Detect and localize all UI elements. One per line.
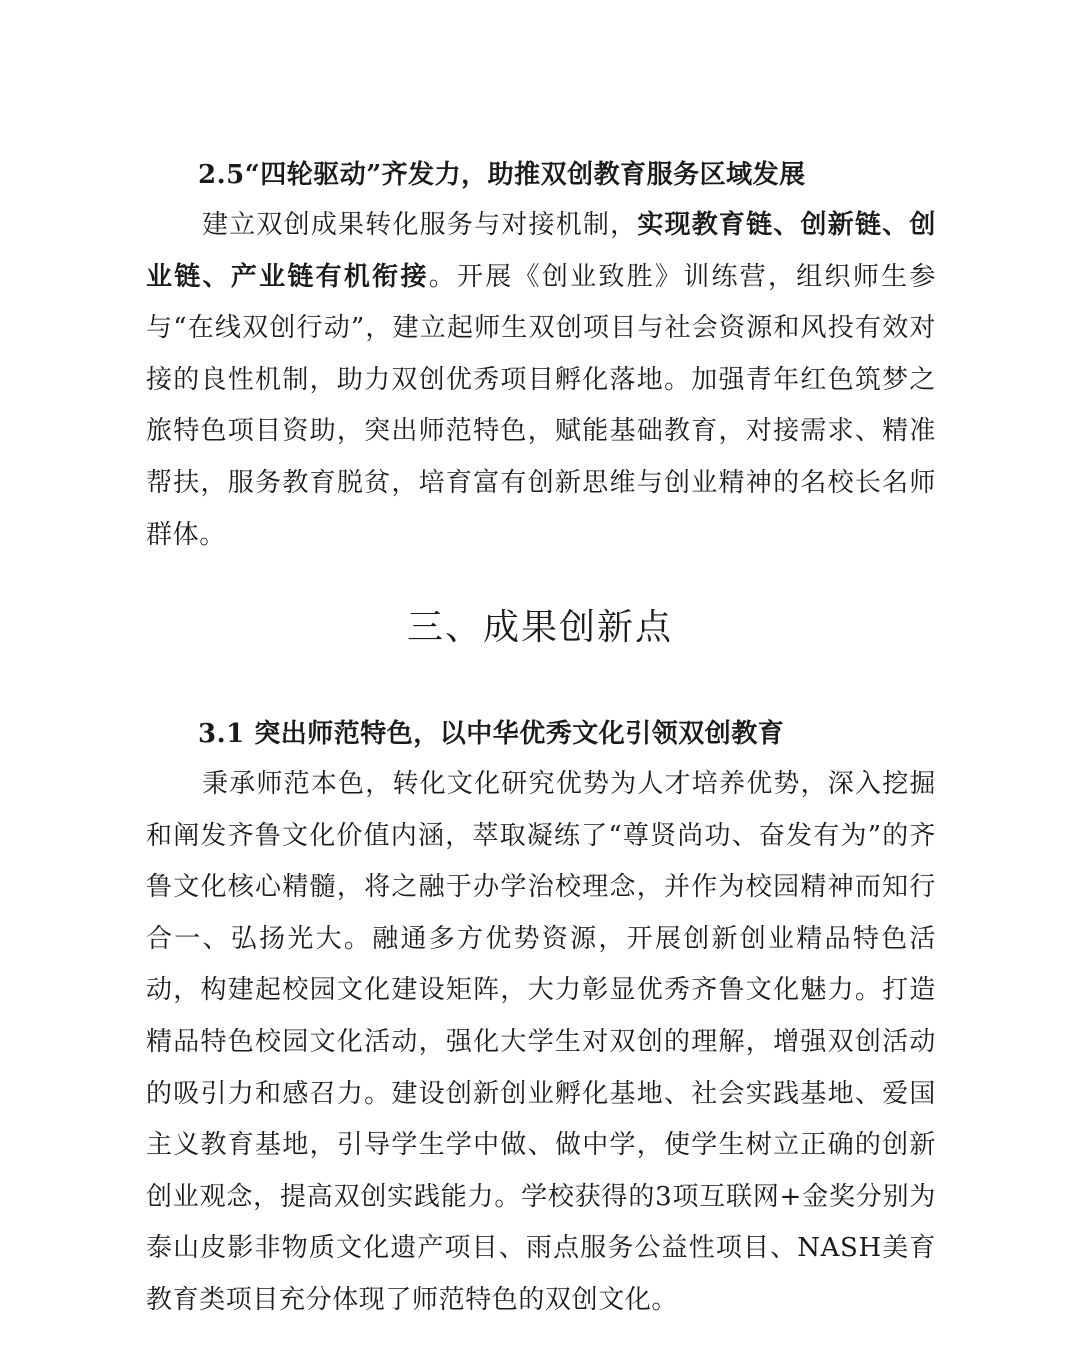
- section-2-5-heading: 2.5“四轮驱动”齐发力，助推双创教育服务区域发展: [198, 160, 806, 190]
- section-2-5-lead-text: 建立双创成果转化服务与对接机制，: [202, 210, 638, 240]
- section-2-5-bold-text: 实现教育链、创新链、创业链、产业链有机衔接: [146, 210, 936, 292]
- section-2-5-paragraph: [146, 200, 936, 561]
- section-3-heading: 三、成果创新点: [406, 607, 673, 648]
- section-3-1-heading: 3.1 突出师范特色，以中华优秀文化引领双创教育: [198, 719, 785, 749]
- section-2-5-rest-text: 。开展《创业致胜》训练营，组织师生参与“在线双创行动”，建立起师生双创项目与社会资源和风投有效对接的良性机制，助力双创优秀项目孵化落地。加强青年红色筑梦之旅特色项目资助，突出师范特色，赋能基础教育，对接需求、精准帮扶，服务教育脱贫，培育富有创新思维与创业精神的名校长名师群体。: [146, 261, 936, 550]
- section-3-1-paragraph: 秉承师范本色，转化文化研究优势为人才培养优势，深入挖掘和阐发齐鲁文化价值内涵，萃取凝练了“尊贤尚功、奋发有为”的齐鲁文化核心精髓，将之融于办学治校理念，并作为校园精神而知行合一、弘扬光大。融通多方优势资源，开展创新创业精品特色活动，构建起校园文化建设矩阵，大力彰显优秀齐鲁文化魅力。打造精品特色校园文化活动，强化大学生对双创的理解，增强双创活动的吸引力和感召力。建设创新创业孵化基地、社会实践基地、爱国主义教育基地，引导学生学中做、做中学，使学生树立正确的创新创业观念，提高双创实践能力。学校获得的3项互联网+金奖分别为泰山皮影非物质文化遗产项目、雨点服务公益性项目、NASH美育教育类项目充分体现了师范特色的双创文化。: [146, 769, 936, 1315]
